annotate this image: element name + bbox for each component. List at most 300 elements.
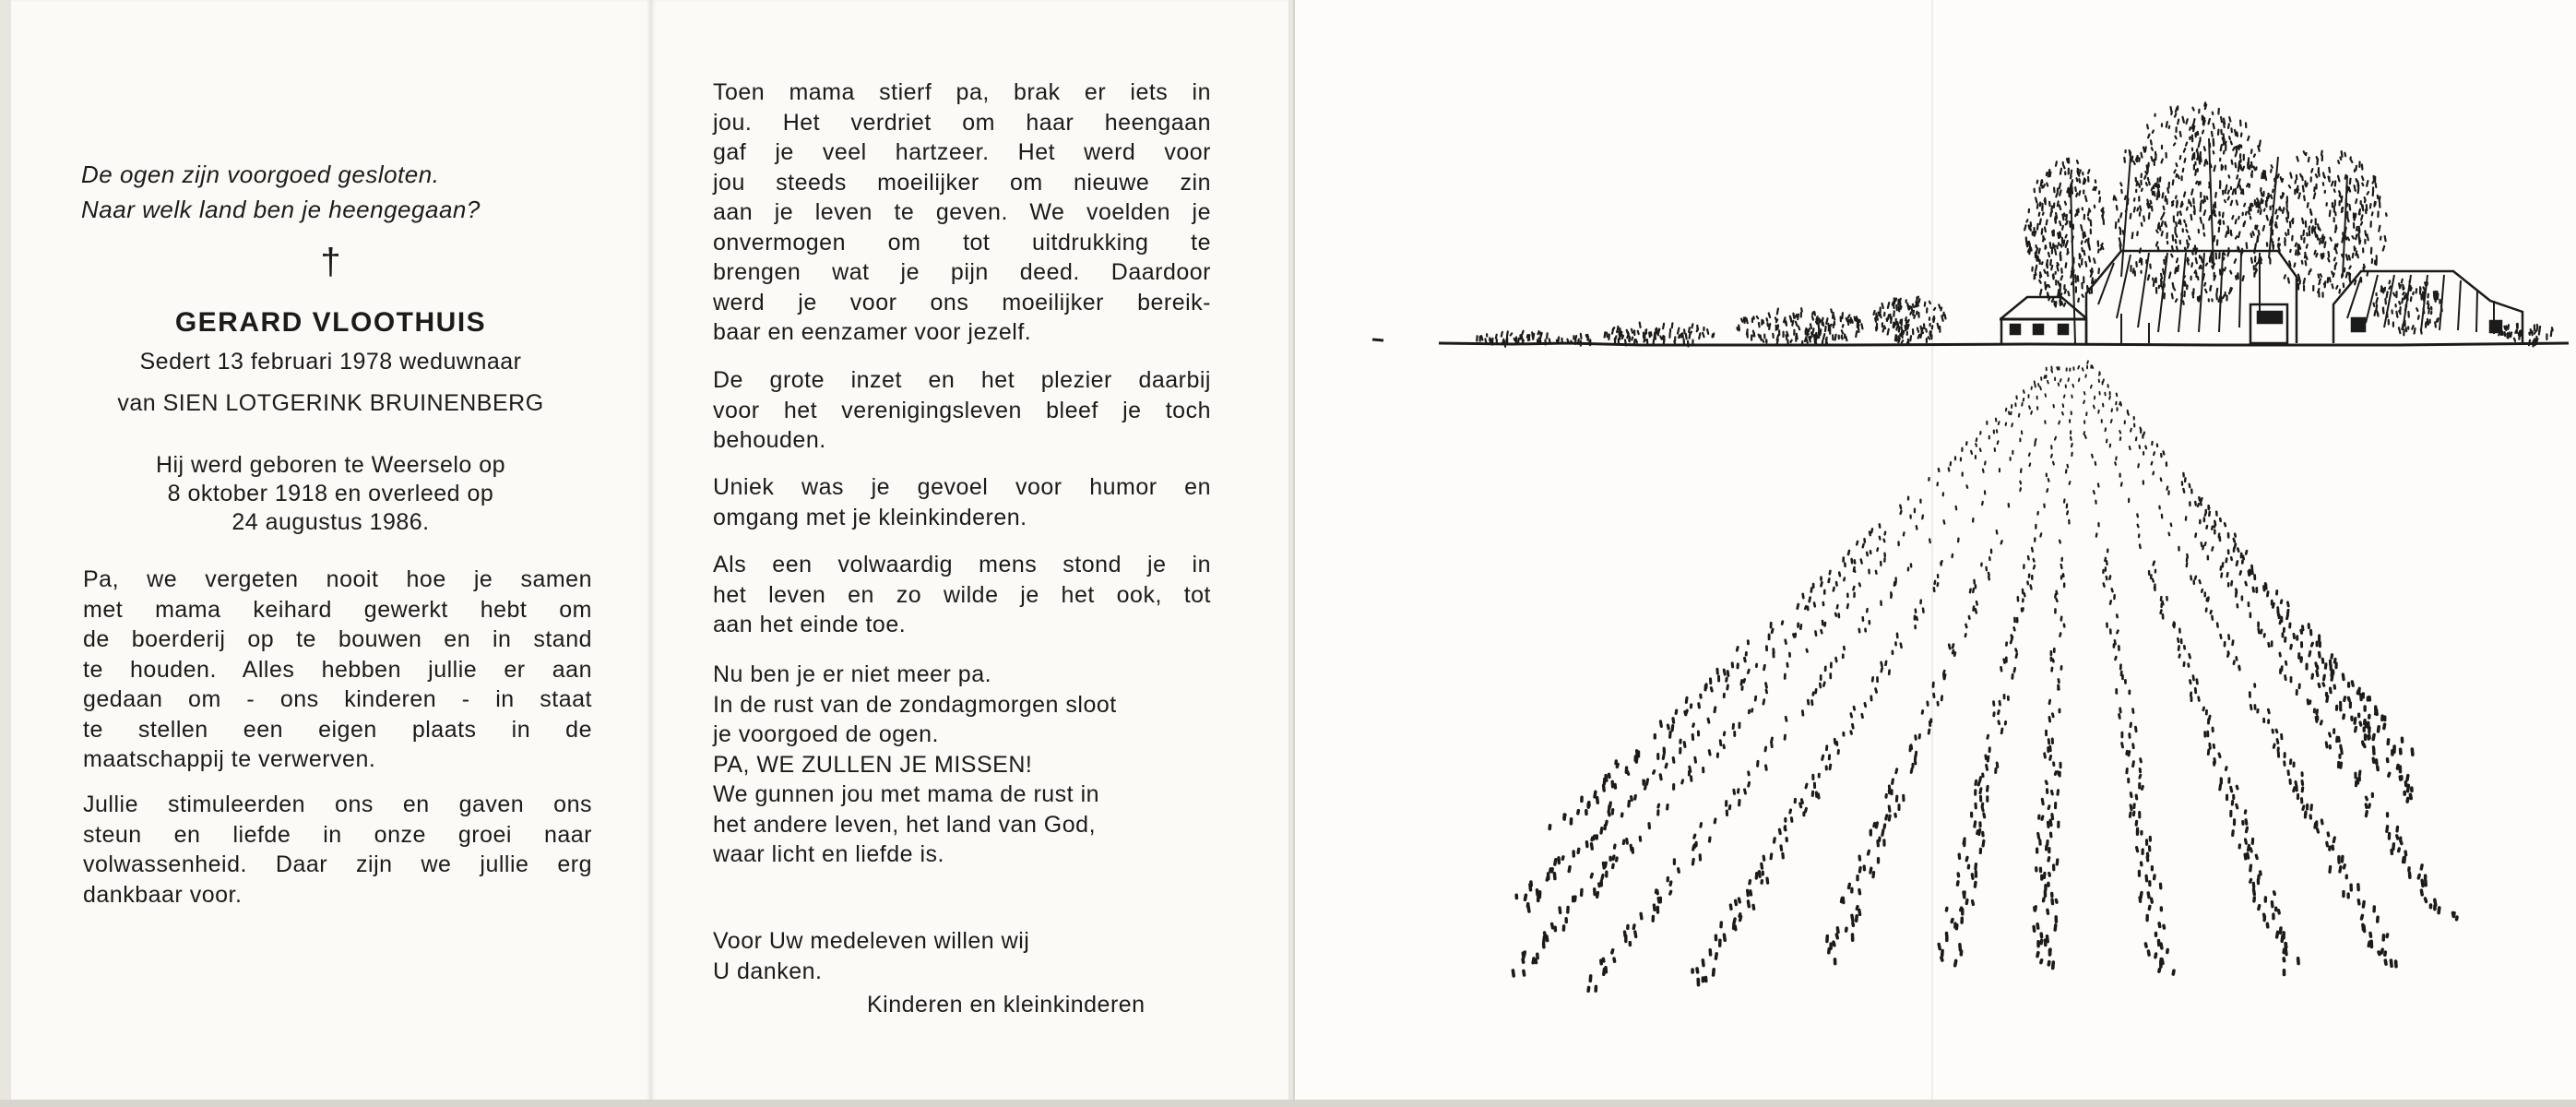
furrow-dash [1872,677,1873,681]
foliage-stroke [1888,303,1889,308]
furrow-dash [2359,771,2360,775]
foliage-stroke [2173,180,2174,184]
furrow-dash [1961,908,1962,911]
furrow-dash [1673,719,1674,723]
foliage-stroke [1640,323,1641,327]
foliage-stroke [2061,268,2062,273]
furrow-dash [2369,804,2370,807]
furrow-dash [2332,655,2333,659]
foliage-stroke [2147,125,2148,128]
furrow-dash [1772,738,1773,743]
furrow-dash [2364,744,2365,747]
foliage-stroke [2056,193,2058,196]
foliage-stroke [2304,279,2305,284]
foliage-stroke [2349,205,2350,210]
furrow-dash [1802,711,1803,716]
furrow-dash [2274,892,2275,895]
furrow-dash [2115,462,2116,465]
furrow-dash [1750,881,1751,884]
furrow-dash [2301,630,2302,633]
furrow-dash [1736,900,1737,904]
foliage-stroke [2180,211,2181,215]
foliage-stroke [2173,235,2174,241]
foliage-stroke [2062,302,2063,304]
foliage-stroke [2436,292,2437,294]
furrow-dash [1715,954,1716,958]
foliage-stroke [1797,334,1798,339]
foliage-stroke [2406,327,2407,331]
foliage-stroke [2056,302,2057,306]
foliage-stroke [2045,200,2046,204]
foliage-stroke [2137,208,2138,211]
furrow-dash [1997,530,1998,533]
furrow-dash [1554,874,1555,879]
furrow-dash [2029,453,2030,456]
furrow-dash [2138,464,2139,467]
text-line: aan je leven te geven. We voelden je [713,199,1211,225]
furrow-dash [2169,533,2170,536]
furrow-dash [1889,786,1890,791]
furrow-dash [1694,835,1695,838]
foliage-stroke [2246,212,2247,215]
foliage-stroke [1547,333,1548,338]
furrow-dash [1988,577,1989,579]
furrow-dash [1900,506,1901,509]
foliage-stroke [2040,272,2041,276]
foliage-stroke [2204,233,2205,236]
foliage-stroke [1821,329,1822,334]
furrow-dash [1980,448,1981,451]
foliage-stroke [2148,275,2149,280]
furrow-dash [1977,831,1978,834]
foliage-stroke [2079,264,2080,267]
furrow-dash [1676,710,1677,713]
furrow-dash [1779,829,1780,833]
furrow-dash [1748,901,1749,907]
furrow-dash [1982,502,1983,505]
furrow-dash [2055,772,2056,775]
foliage-stroke [2037,204,2038,208]
foliage-stroke [2067,159,2068,162]
foliage-stroke [2156,231,2158,232]
furrow-dash [1660,775,1661,780]
foliage-stroke [2176,299,2177,302]
foliage-stroke [2238,217,2239,219]
foliage-stroke [2340,158,2341,161]
foliage-stroke [1810,324,1811,328]
furrow-dash [2110,601,2111,603]
foliage-stroke [2029,225,2030,229]
furrow-dash [1999,422,2000,424]
furrow-dash [1791,818,1792,822]
furrow-dash [2281,601,2282,603]
furrow-dash [1830,571,1831,574]
furrow-dash [2330,733,2331,736]
furrow-dash [2399,849,2400,851]
furrow-dash [2303,626,2304,630]
furrow-dash [1762,863,1763,868]
foliage-stroke [2094,258,2095,263]
foliage-stroke [2229,137,2230,139]
foliage-stroke [1769,314,1770,318]
furrow-dash [2153,579,2154,582]
foliage-stroke [1932,326,1933,328]
furrow-dash [2239,667,2240,670]
furrow-dash [2195,502,2196,506]
foliage-stroke [2131,157,2132,161]
furrow-dash [2053,962,2054,968]
foliage-stroke [2321,151,2322,155]
foliage-stroke [2048,253,2049,256]
foliage-stroke [2317,235,2318,240]
foliage-stroke [1645,329,1647,335]
furrow-dash [1952,920,1953,922]
foliage-stroke [1776,339,1777,345]
furrow-dash [1578,849,1579,852]
foliage-stroke [2085,262,2086,267]
furrow-dash [2133,812,2134,815]
foliage-stroke [2149,182,2150,184]
furrow-dash [1803,594,1804,598]
foliage-stroke [2289,185,2290,187]
foliage-stroke [2212,132,2213,137]
field-furrows [1513,361,2457,991]
foliage-stroke [2026,243,2027,246]
text-line: met mama keihard gewerkt hebt om [83,596,592,623]
foliage-stroke [2365,231,2366,235]
furrow-dash [2401,841,2402,844]
furrow-dash [1842,899,1843,902]
foliage-stroke [2148,135,2149,138]
furrow-dash [1697,969,1698,972]
foliage-stroke [1809,328,1810,331]
foliage-stroke [2221,145,2222,150]
foliage-stroke [2065,202,2066,205]
furrow-dash [2323,684,2324,686]
foliage-stroke [1763,321,1764,324]
furrow-dash [2240,571,2241,574]
foliage-stroke [2067,241,2068,244]
foliage-stroke [2217,289,2218,293]
furrow-dash [2373,758,2374,762]
furrow-dash [2324,675,2325,680]
furrow-dash [1714,970,1715,975]
foliage-stroke [2184,220,2185,222]
foliage-stroke [1605,332,1606,337]
furrow-dash [2178,647,2179,650]
furrow-dash [1822,756,1823,759]
furrow-dash [2046,394,2047,397]
foliage-stroke [1575,336,1576,339]
furrow-dash [2234,539,2235,542]
foliage-stroke [2396,312,2397,317]
foliage-stroke [2345,175,2346,179]
furrow-dash [2061,565,2062,568]
furrow-dash [2327,842,2328,846]
furrow-dash [2412,749,2413,755]
furrow-dash [2161,479,2162,482]
foliage-stroke [2281,196,2282,198]
foliage-stroke [2056,161,2057,166]
furrow-dash [2400,777,2401,780]
furrow-dash [2024,593,2025,596]
foliage-stroke [2075,187,2076,191]
furrow-dash [1552,924,1553,928]
furrow-dash [2031,411,2032,414]
foliage-stroke [2142,189,2143,191]
furrow-dash [2116,657,2117,660]
foliage-stroke [2161,274,2162,279]
foliage-stroke [2101,244,2102,245]
furrow-dash [2199,497,2200,500]
foliage-stroke [2164,260,2165,264]
furrow-dash [2051,455,2052,458]
foliage-stroke [2251,149,2252,153]
foliage-stroke [2039,280,2041,283]
furrow-dash [2034,927,2035,932]
foliage-stroke [1896,325,1898,329]
foliage-stroke [2037,224,2038,230]
furrow-dash [2052,899,2053,904]
furrow-dash [2393,844,2394,850]
foliage-stroke [2276,222,2277,228]
furrow-dash [2068,465,2069,468]
foliage-stroke [2304,151,2305,154]
furrow-dash [2340,867,2341,872]
text-line: onvermogen om tot uitdrukking te [713,229,1211,256]
furrow-dash [1865,703,1866,706]
foliage-stroke [2115,197,2116,200]
furrow-dash [1939,469,1940,471]
furrow-dash [1904,532,1905,535]
foliage-stroke [1511,333,1513,335]
foliage-stroke [2390,280,2391,283]
foliage-stroke [2077,161,2078,163]
foliage-stroke [2050,173,2051,177]
foliage-stroke [2152,187,2153,190]
foliage-stroke [2164,207,2165,209]
furrow-dash [2369,735,2370,738]
foliage-stroke [2138,156,2139,158]
foliage-stroke [2060,293,2061,295]
furrow-dash [2407,776,2408,780]
foliage-stroke [2353,254,2354,257]
foliage-stroke [2175,114,2176,117]
furrow-dash [2136,437,2137,440]
furrow-dash [2233,831,2234,836]
foliage-stroke [2279,238,2280,240]
foliage-stroke [1908,320,1909,322]
foliage-stroke [1911,307,1912,312]
furrow-dash [1973,901,1974,905]
foliage-stroke [2117,206,2118,209]
furrow-dash [2308,700,2309,705]
foliage-stroke [2228,191,2229,194]
furrow-dash [2264,587,2265,590]
furrow-dash [2311,643,2312,646]
foliage-stroke [2251,162,2252,168]
furrow-dash [1523,959,1524,962]
foliage-stroke [2262,200,2263,203]
furrow-dash [1766,690,1767,693]
furrow-dash [1724,732,1725,735]
foliage-stroke [2188,244,2189,247]
furrow-dash [1547,936,1548,941]
foliage-stroke [2066,235,2067,238]
furrow-dash [1597,798,1598,803]
poem-line-1: De ogen zijn voorgoed gesloten. [81,161,440,188]
text-line: te stellen een eigen plaats in de [83,716,592,743]
foliage-stroke [2251,171,2252,175]
furrow-dash [2148,951,2149,955]
foliage-stroke [2186,119,2187,124]
furrow-dash [1602,875,1603,879]
foliage-stroke [2229,175,2230,177]
foliage-stroke [2082,248,2083,251]
foliage-stroke [2051,266,2052,269]
furrow-dash [2048,822,2049,827]
foliage-stroke [1902,319,1903,324]
furrow-dash [2366,804,2367,808]
foliage-stroke [2065,290,2066,293]
foliage-stroke [1812,316,1813,319]
furrow-dash [2050,756,2051,759]
furrow-dash [2161,944,2162,948]
furrow-dash [1873,873,1874,877]
furrow-dash [1954,653,1955,656]
foliage-stroke [2162,232,2163,235]
furrow-dash [2062,412,2063,415]
furrow-dash [2059,422,2060,424]
foliage-stroke [2529,333,2530,335]
furrow-dash [2279,911,2280,913]
furrow-dash [1684,743,1685,747]
foliage-stroke [1858,325,1859,327]
furrow-dash [2060,634,2061,637]
furrow-dash [2048,806,2049,809]
furrow-dash [1849,884,1850,887]
foliage-stroke [2059,290,2060,294]
foliage-stroke [2355,170,2356,172]
foliage-stroke [2237,133,2238,137]
foliage-stroke [2536,339,2537,341]
furrow-dash [1710,838,1711,841]
furrow-dash [1874,823,1875,826]
foliage-stroke [2236,163,2237,167]
foliage-stroke [1888,315,1889,319]
furrow-dash [2200,580,2201,583]
foliage-stroke [1894,323,1895,327]
text-line: voor het verenigingsleven bleef je toch [713,397,1211,423]
foliage-stroke [1938,324,1939,328]
foliage-stroke [2224,122,2225,127]
furrow-dash [2044,899,2045,901]
foliage-stroke [2224,257,2225,259]
foliage-stroke [2144,176,2145,179]
foliage-stroke [2303,231,2304,235]
foliage-stroke [2043,213,2044,215]
foliage-stroke [2133,268,2134,272]
furrow-dash [2040,387,2041,390]
foliage-stroke [2339,290,2340,293]
furrow-dash [1911,745,1912,749]
foliage-stroke [1518,339,1519,343]
furrow-dash [2227,653,2228,657]
furrow-dash [1999,721,2000,724]
foliage-stroke [2085,240,2086,243]
foliage-stroke [2043,239,2044,242]
birth-line-3: 24 augustus 1986. [231,509,430,535]
furrow-dash [2164,925,2165,928]
furrow-dash [2280,621,2281,624]
furrow-dash [2112,409,2113,411]
furrow-dash [1966,857,1967,860]
foliage-stroke [2290,173,2291,178]
foliage-stroke [2092,279,2093,284]
foliage-stroke [2356,227,2357,231]
foliage-stroke [2134,208,2135,212]
furrow-dash [2343,674,2344,680]
furrow-dash [2381,949,2382,953]
foliage-stroke [2064,213,2065,216]
furrow-dash [2052,714,2053,717]
foliage-stroke [2205,290,2206,292]
furrow-dash [1729,806,1730,809]
foliage-stroke [2171,255,2172,257]
furrow-dash [2210,744,2211,748]
furrow-dash [2318,829,2319,832]
foliage-stroke [2251,258,2252,263]
foliage-stroke [2346,255,2347,260]
foliage-stroke [1481,336,1482,340]
foliage-stroke [2404,296,2405,300]
furrow-dash [2014,627,2015,630]
foliage-stroke [2047,285,2048,288]
furrow-dash [2259,906,2260,910]
furrow-dash [1615,845,1616,848]
furrow-dash [2421,890,2422,895]
foliage-stroke [2174,143,2175,145]
furrow-dash [2133,744,2134,748]
furrow-dash [1857,907,1858,910]
foliage-stroke [1491,339,1492,342]
furrow-dash [1749,772,1750,775]
foliage-stroke [1636,339,1637,342]
furrow-dash [2235,534,2236,537]
foliage-stroke [2323,173,2324,177]
foliage-stroke [2176,233,2177,237]
furrow-dash [1853,923,1854,926]
foliage-stroke [2082,241,2083,244]
furrow-dash [2037,953,2038,957]
furrow-dash [1998,441,1999,444]
foliage-stroke [1679,335,1680,338]
furrow-dash [2119,715,2120,719]
foliage-stroke [2349,187,2350,192]
foliage-stroke [1826,318,1827,324]
foliage-stroke [2101,247,2102,249]
furrow-dash [2237,657,2238,660]
foliage-stroke [2120,183,2121,185]
foliage-stroke [2367,181,2368,186]
furrow-dash [2287,602,2288,606]
foliage-stroke [2089,209,2090,212]
foliage-stroke [2024,225,2025,230]
furrow-dash [1793,635,1794,637]
furrow-dash [2058,791,2059,794]
foliage-stroke [2191,263,2192,267]
foliage-stroke [2435,322,2436,327]
